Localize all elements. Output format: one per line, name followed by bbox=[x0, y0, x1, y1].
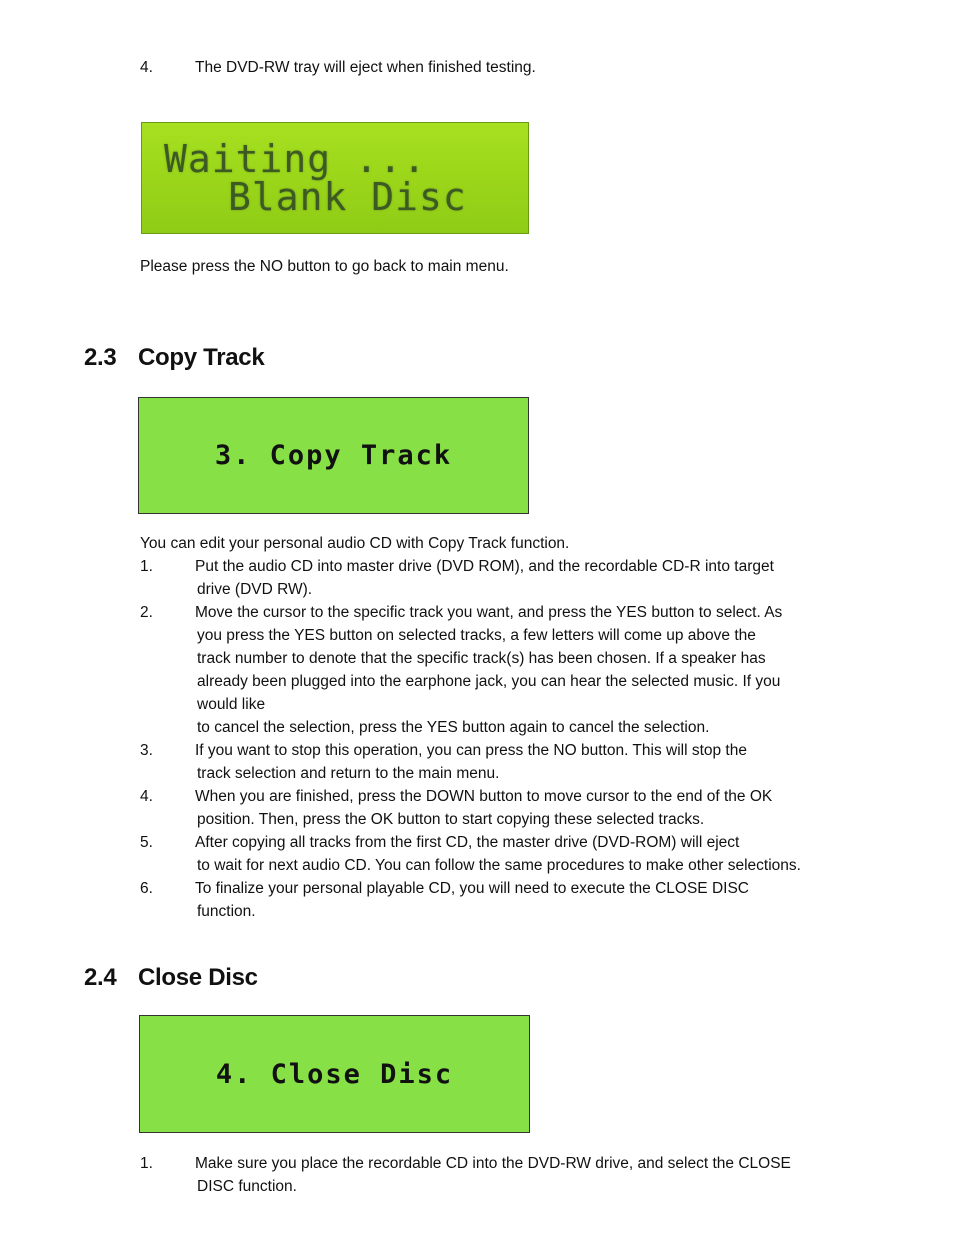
lcd-line-1: Waiting ... bbox=[164, 137, 427, 181]
list-item-line: When you are finished, press the DOWN button to move cursor to the end of the OK bbox=[195, 788, 773, 805]
section-number: 2.3 bbox=[84, 344, 117, 371]
list-item-line: to cancel the selection, press the YES button again to cancel the selection. bbox=[197, 719, 710, 736]
list-number: 4. bbox=[140, 59, 153, 76]
list-item-text bbox=[195, 831, 885, 877]
list-item-text bbox=[195, 601, 885, 739]
lcd-display-copy-track bbox=[138, 397, 529, 514]
section-title: Close Disc bbox=[138, 964, 258, 991]
section-heading-close-disc bbox=[84, 964, 258, 992]
list-item-line: If you want to stop this operation, you can press the NO button. This will stop the bbox=[195, 742, 747, 759]
list-item-line: Make sure you place the recordable CD into the DVD-RW drive, and select the CLOSE bbox=[195, 1155, 791, 1172]
list-item-text bbox=[195, 739, 885, 785]
list-number: 1. bbox=[140, 1155, 153, 1172]
list-item-line: you press the YES button on selected tracks, a few letters will come up above the bbox=[197, 627, 756, 644]
lcd-text: 4. Close Disc bbox=[215, 1058, 454, 1090]
list-item-line: Move the cursor to the specific track you want, and press the YES button to select. As bbox=[195, 604, 783, 621]
section-heading-copy-track bbox=[84, 344, 264, 372]
list-item-line: position. Then, press the OK button to start copying these selected tracks. bbox=[197, 811, 705, 828]
note-text: Please press the NO button to go back to main menu. bbox=[140, 258, 509, 275]
list-item-line: After copying all tracks from the first CD, the master drive (DVD-ROM) will eject bbox=[195, 834, 740, 851]
list-item-line: would like bbox=[197, 696, 266, 713]
list-item-text bbox=[195, 555, 885, 601]
list-item-line: Put the audio CD into master drive (DVD ROM), and the recordable CD-R into target bbox=[195, 558, 774, 575]
list-number: 5. bbox=[140, 834, 153, 851]
list-item-text bbox=[195, 785, 885, 831]
list-item-line: already been plugged into the earphone jack, you can hear the selected music. If you bbox=[197, 673, 781, 690]
section-number: 2.4 bbox=[84, 964, 117, 991]
list-item-line: track number to denote that the specific track(s) has been chosen. If a speaker has bbox=[197, 650, 766, 667]
list-item-line: drive (DVD RW). bbox=[197, 581, 313, 598]
list-number: 1. bbox=[140, 558, 153, 575]
lcd-text: 3. Copy Track bbox=[214, 440, 453, 471]
list-number: 2. bbox=[140, 604, 153, 621]
section-title: Copy Track bbox=[138, 344, 265, 371]
list-number: 6. bbox=[140, 880, 153, 897]
list-number: 3. bbox=[140, 742, 153, 759]
lcd-display-waiting bbox=[141, 122, 529, 234]
list-number: 4. bbox=[140, 788, 153, 805]
list-item-text: The DVD-RW tray will eject when finished testing. bbox=[195, 59, 536, 76]
intro-text: You can edit your personal audio CD with Copy Track function. bbox=[140, 535, 570, 552]
list-item-line: function. bbox=[197, 903, 256, 920]
list-item-line: To finalize your personal playable CD, you will need to execute the CLOSE DISC bbox=[195, 880, 749, 897]
lcd-line-2: Blank Disc bbox=[228, 175, 467, 219]
list-item-text bbox=[195, 877, 885, 923]
list-item-text bbox=[195, 1152, 885, 1198]
lcd-display-close-disc bbox=[139, 1015, 530, 1133]
list-item-line: to wait for next audio CD. You can follow the same procedures to make other selections. bbox=[197, 857, 801, 874]
list-item-line: DISC function. bbox=[197, 1178, 297, 1195]
list-item-line: track selection and return to the main menu. bbox=[197, 765, 500, 782]
